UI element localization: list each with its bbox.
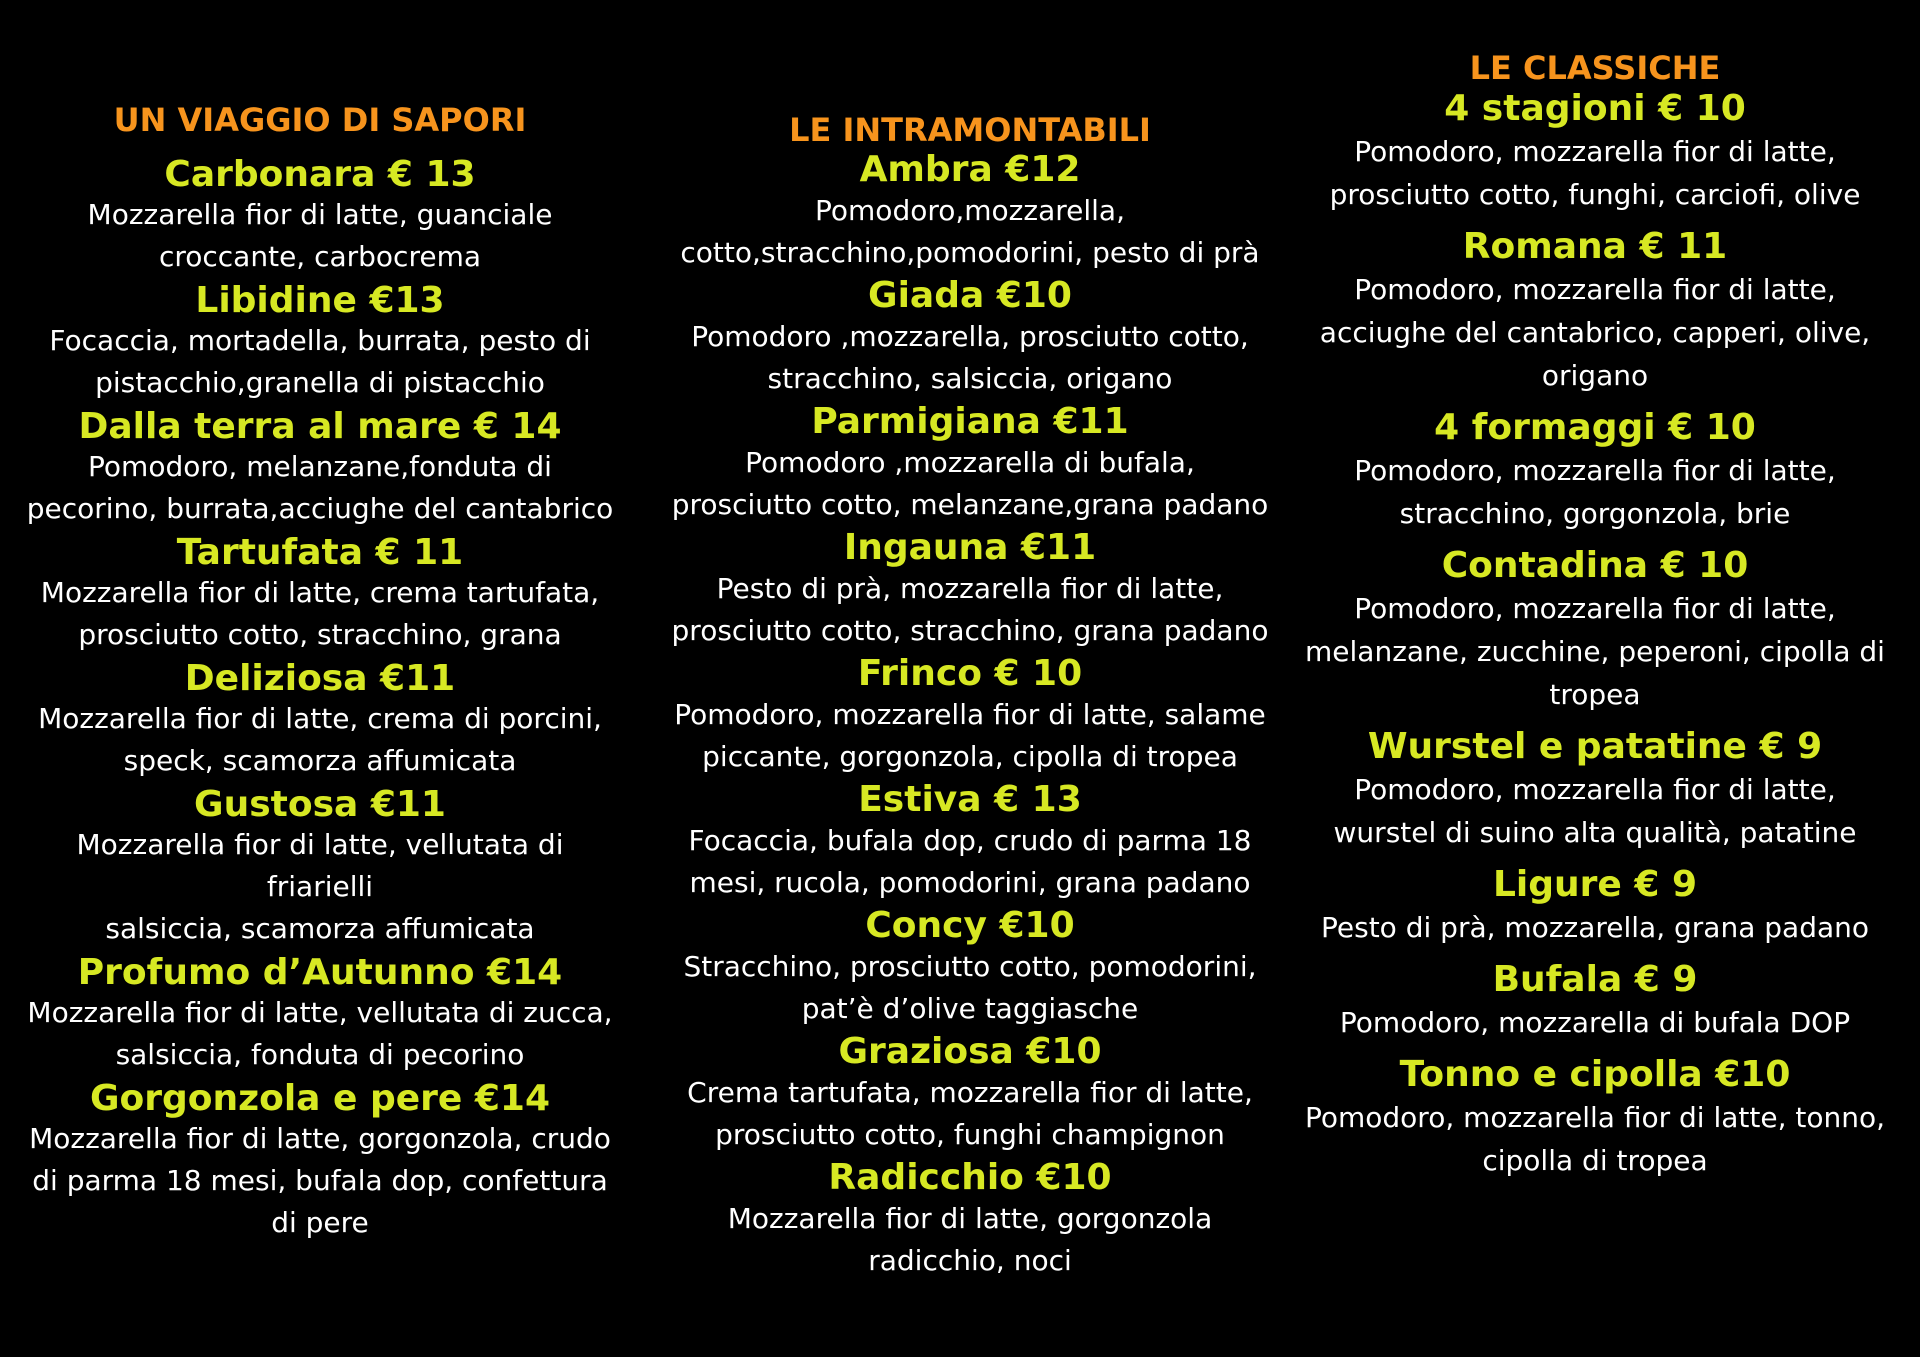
item-name: Wurstel e patatine € 9 bbox=[1367, 726, 1823, 767]
item-name: Estiva € 13 bbox=[858, 779, 1082, 820]
item-name: 4 stagioni € 10 bbox=[1444, 88, 1746, 129]
menu-item bbox=[1290, 88, 1900, 216]
menu-item bbox=[20, 786, 620, 950]
item-description: Pomodoro, mozzarella fior di latte, acciughe del cantabrico, capperi, olive, origano bbox=[1319, 273, 1871, 392]
item-name: Gustosa €11 bbox=[194, 784, 446, 825]
item-description: Pesto di prà, mozzarella fior di latte, prosciutto cotto, stracchino, grana padano bbox=[671, 572, 1269, 647]
item-description: Focaccia, mortadella, burrata, pesto di pistacchio,granella di pistacchio bbox=[49, 324, 591, 399]
item-name: Giada €10 bbox=[868, 275, 1072, 316]
menu-item bbox=[660, 528, 1280, 652]
item-description: Mozzarella fior di latte, vellutata di zucca, salsiccia, fonduta di pecorino bbox=[27, 996, 613, 1071]
menu-item bbox=[20, 156, 620, 278]
menu-item bbox=[20, 660, 620, 782]
item-description: Pomodoro, mozzarella fior di latte, tonno, cipolla di tropea bbox=[1304, 1101, 1886, 1177]
item-description: Pomodoro ,mozzarella, prosciutto cotto, stracchino, salsiccia, origano bbox=[691, 320, 1249, 395]
item-description: Pomodoro, mozzarella fior di latte, melanzane, zucchine, peperoni, cipolla di tropea bbox=[1305, 592, 1885, 711]
item-description: Pomodoro, mozzarella fior di latte, salame piccante, gorgonzola, cipolla di tropea bbox=[674, 698, 1266, 773]
item-description: Mozzarella fior di latte, crema tartufata, prosciutto cotto, stracchino, grana bbox=[40, 576, 600, 651]
menu-item bbox=[1290, 959, 1900, 1044]
item-name: Ambra €12 bbox=[859, 149, 1081, 190]
item-name: Frinco € 10 bbox=[857, 653, 1083, 694]
menu-item bbox=[20, 1080, 620, 1244]
menu-item bbox=[20, 534, 620, 656]
item-name: Concy €10 bbox=[865, 905, 1075, 946]
item-name: Deliziosa €11 bbox=[184, 658, 456, 699]
item-description: Pomodoro, mozzarella di bufala DOP bbox=[1339, 1006, 1851, 1039]
menu-item bbox=[660, 150, 1280, 274]
menu-item bbox=[1290, 864, 1900, 949]
menu-item bbox=[660, 654, 1280, 778]
menu-item bbox=[20, 954, 620, 1076]
item-description: Mozzarella fior di latte, gorgonzola, crudo di parma 18 mesi, bufala dop, confettura di pere bbox=[29, 1122, 611, 1239]
item-name: Tartufata € 11 bbox=[176, 532, 464, 573]
menu-item bbox=[660, 906, 1280, 1030]
menu-item bbox=[1290, 1054, 1900, 1182]
menu-item bbox=[20, 408, 620, 530]
item-description: Focaccia, bufala dop, crudo di parma 18 mesi, rucola, pomodorini, grana padano bbox=[688, 824, 1252, 899]
item-description: Pomodoro, mozzarella fior di latte, prosciutto cotto, funghi, carciofi, olive bbox=[1329, 135, 1861, 211]
item-description: Mozzarella fior di latte, vellutata di friarielli salsiccia, scamorza affumicata bbox=[76, 828, 564, 945]
item-description: Mozzarella fior di latte, crema di porcini, speck, scamorza affumicata bbox=[38, 702, 602, 777]
item-name: Radicchio €10 bbox=[828, 1157, 1112, 1198]
item-name: Contadina € 10 bbox=[1441, 545, 1749, 586]
item-name: Libidine €13 bbox=[195, 280, 445, 321]
item-name: Romana € 11 bbox=[1462, 226, 1728, 267]
item-name: Ligure € 9 bbox=[1492, 864, 1697, 905]
menu-item bbox=[20, 282, 620, 404]
item-description: Pesto di prà, mozzarella, grana padano bbox=[1321, 911, 1869, 944]
item-name: 4 formaggi € 10 bbox=[1434, 407, 1756, 448]
item-name: Tonno e cipolla €10 bbox=[1399, 1054, 1791, 1095]
item-name: Parmigiana €11 bbox=[811, 401, 1129, 442]
item-name: Bufala € 9 bbox=[1492, 959, 1698, 1000]
menu-item bbox=[660, 1158, 1280, 1282]
item-description: Pomodoro,mozzarella, cotto,stracchino,pomodorini, pesto di prà bbox=[680, 194, 1260, 269]
menu-item bbox=[1290, 726, 1900, 854]
item-name: Graziosa €10 bbox=[838, 1031, 1102, 1072]
menu-item bbox=[1290, 545, 1900, 716]
section-title: LE CLASSICHE bbox=[1469, 49, 1721, 87]
item-name: Carbonara € 13 bbox=[164, 154, 476, 195]
section-title: LE INTRAMONTABILI bbox=[789, 111, 1151, 149]
item-description: Pomodoro, mozzarella fior di latte, wurstel di suino alta qualità, patatine bbox=[1333, 773, 1857, 849]
menu-section-un-viaggio-di-sapori bbox=[20, 100, 620, 1248]
item-description: Mozzarella fior di latte, guanciale croccante, carbocrema bbox=[87, 198, 553, 273]
item-description: Stracchino, prosciutto cotto, pomodorini, pat’è d’olive taggiasche bbox=[683, 950, 1257, 1025]
item-description: Pomodoro, mozzarella fior di latte, stracchino, gorgonzola, brie bbox=[1354, 454, 1836, 530]
item-description: Pomodoro, melanzane,fonduta di pecorino, burrata,acciughe del cantabrico bbox=[26, 450, 614, 525]
item-name: Ingauna €11 bbox=[843, 527, 1097, 568]
item-name: Dalla terra al mare € 14 bbox=[78, 406, 562, 447]
item-description: Mozzarella fior di latte, gorgonzola radicchio, noci bbox=[727, 1202, 1213, 1277]
section-title: UN VIAGGIO DI SAPORI bbox=[113, 101, 527, 139]
item-description: Crema tartufata, mozzarella fior di latte, prosciutto cotto, funghi champignon bbox=[687, 1076, 1253, 1151]
menu-item bbox=[1290, 407, 1900, 535]
menu-section-le-intramontabili bbox=[660, 110, 1280, 1284]
item-name: Profumo d’Autunno €14 bbox=[77, 952, 563, 993]
menu-item bbox=[660, 276, 1280, 400]
menu-item bbox=[660, 780, 1280, 904]
menu-item bbox=[1290, 226, 1900, 397]
item-name: Gorgonzola e pere €14 bbox=[89, 1078, 550, 1119]
item-description: Pomodoro ,mozzarella di bufala, prosciutto cotto, melanzane,grana padano bbox=[671, 446, 1269, 521]
menu-item bbox=[660, 1032, 1280, 1156]
menu-section-le-classiche bbox=[1290, 48, 1900, 1192]
menu-item bbox=[660, 402, 1280, 526]
